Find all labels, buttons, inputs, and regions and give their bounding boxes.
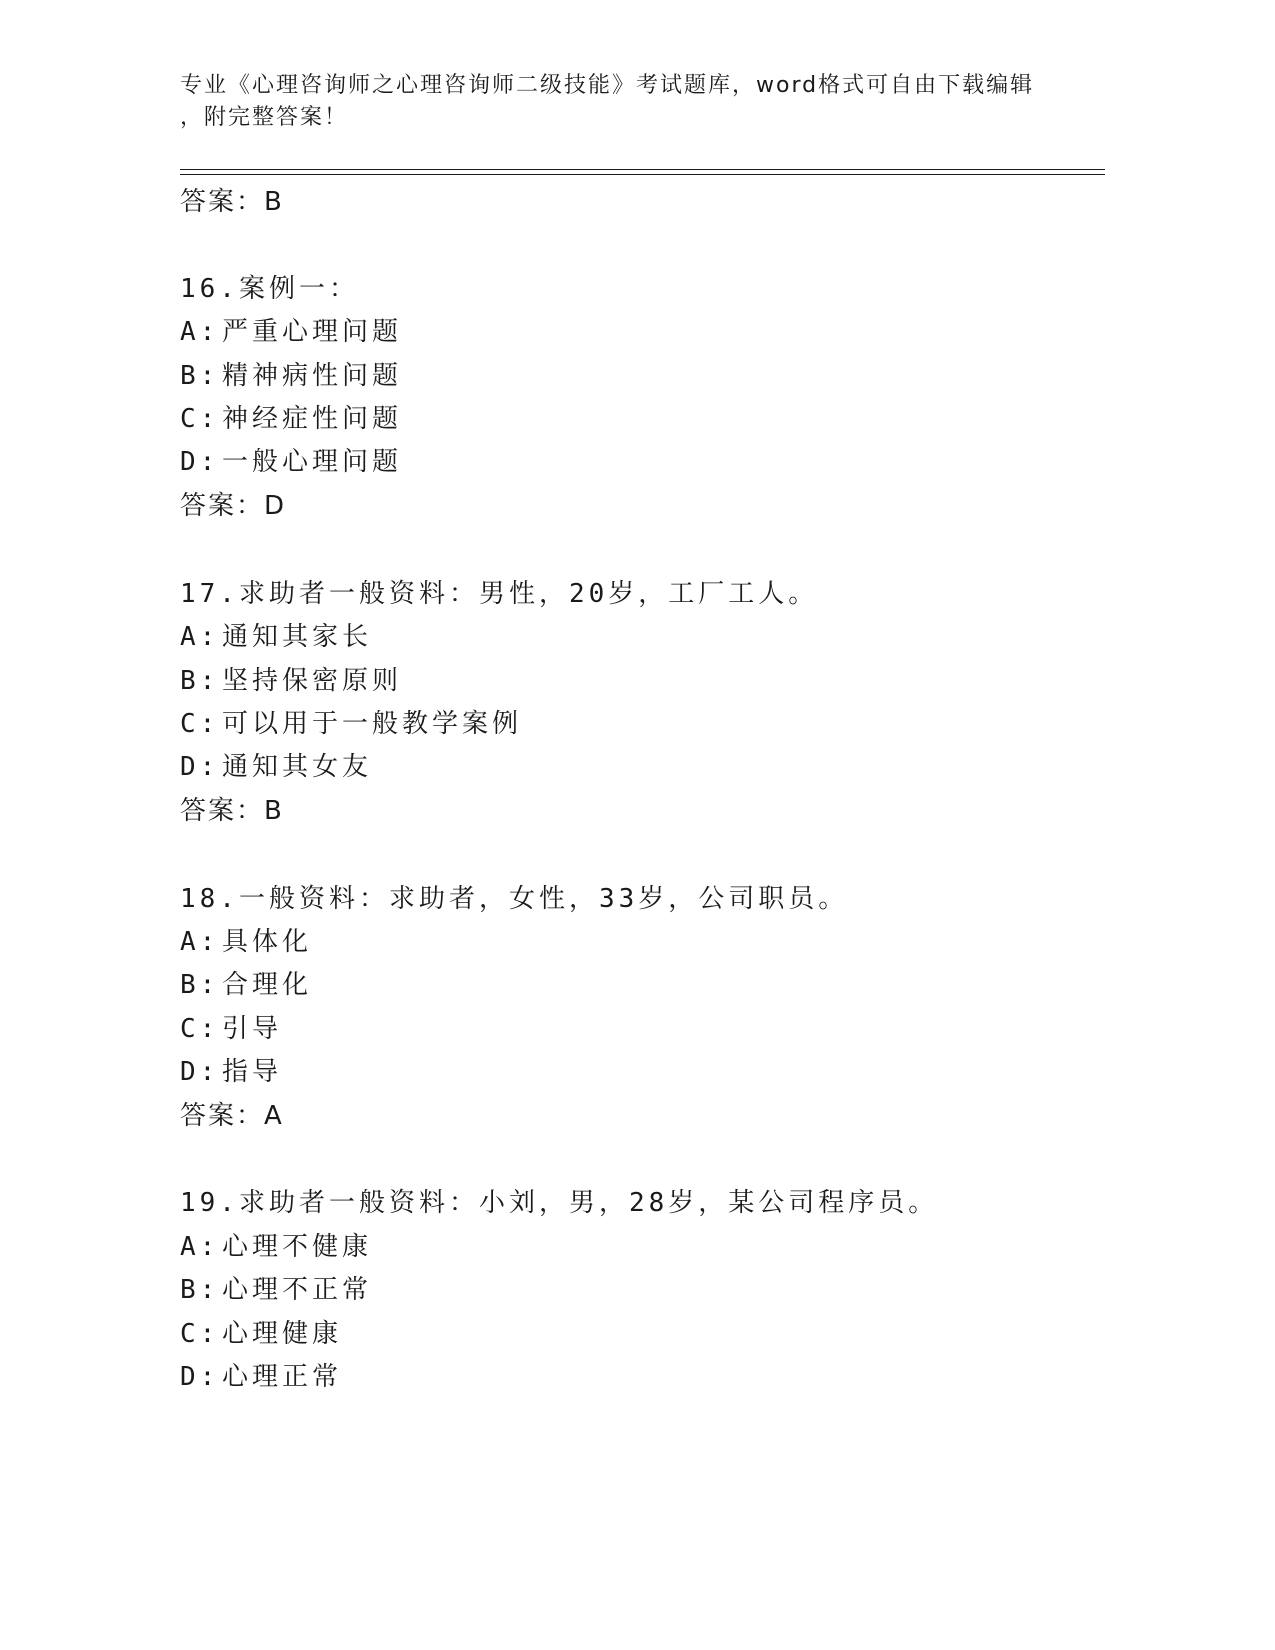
- option-letter: C:: [180, 404, 220, 434]
- option-text: 心理正常: [222, 1362, 343, 1392]
- option-letter: A:: [180, 622, 220, 652]
- option-b: [180, 969, 312, 1001]
- option-letter: D:: [180, 752, 220, 782]
- option-letter: C:: [180, 1014, 220, 1044]
- option-text: 严重心理问题: [222, 317, 403, 347]
- option-b: [180, 360, 402, 392]
- option-d: [180, 1361, 342, 1393]
- header-line-2: ，附完整答案！: [180, 105, 349, 130]
- option-letter: B:: [180, 666, 220, 696]
- option-b: [180, 665, 402, 697]
- option-c: [180, 1013, 282, 1045]
- option-text: 坚持保密原则: [222, 666, 403, 696]
- header-divider-top: [180, 169, 1105, 170]
- option-d: [180, 751, 372, 783]
- option-letter: B:: [180, 361, 220, 391]
- question-stem: 18.一般资料：求助者，女性，33岁，公司职员。: [180, 884, 849, 914]
- option-letter: B:: [180, 970, 220, 1000]
- option-text: 具体化: [222, 927, 313, 957]
- option-text: 神经症性问题: [222, 404, 403, 434]
- question-stem: 16.案例一：: [180, 274, 359, 304]
- option-text: 通知其女友: [222, 752, 373, 782]
- question-stem: 19.求助者一般资料：小刘，男，28岁，某公司程序员。: [180, 1188, 939, 1218]
- option-b: [180, 1274, 372, 1306]
- option-c: [180, 403, 402, 435]
- option-text: 心理不健康: [222, 1232, 373, 1262]
- option-letter: D:: [180, 1057, 220, 1087]
- option-text: 引导: [222, 1014, 283, 1044]
- option-letter: A:: [180, 1232, 220, 1262]
- answer: 答案：A: [180, 1101, 284, 1131]
- option-d: [180, 446, 402, 478]
- option-text: 可以用于一般教学案例: [222, 709, 523, 739]
- option-a: [180, 621, 372, 653]
- option-text: 精神病性问题: [222, 361, 403, 391]
- option-letter: A:: [180, 317, 220, 347]
- document-header: [180, 70, 1040, 134]
- option-a: [180, 926, 312, 958]
- option-text: 指导: [222, 1057, 283, 1087]
- option-text: 通知其家长: [222, 622, 373, 652]
- answer: 答案：D: [180, 491, 287, 521]
- previous-answer: 答案：B: [180, 187, 284, 217]
- option-a: [180, 1231, 372, 1263]
- option-c: [180, 1318, 342, 1350]
- option-letter: C:: [180, 1319, 220, 1349]
- option-text: 心理健康: [222, 1319, 343, 1349]
- header-divider-bottom: [180, 174, 1105, 175]
- option-letter: B:: [180, 1275, 220, 1305]
- option-letter: C:: [180, 709, 220, 739]
- option-letter: D:: [180, 1362, 220, 1392]
- option-c: [180, 708, 522, 740]
- option-text: 一般心理问题: [222, 447, 403, 477]
- question-stem: 17.求助者一般资料：男性，20岁，工厂工人。: [180, 579, 819, 609]
- answer: 答案：B: [180, 796, 284, 826]
- option-d: [180, 1056, 282, 1088]
- option-letter: A:: [180, 927, 220, 957]
- option-letter: D:: [180, 447, 220, 477]
- option-a: [180, 316, 402, 348]
- option-text: 合理化: [222, 970, 313, 1000]
- option-text: 心理不正常: [222, 1275, 373, 1305]
- header-line-1: 专业《心理咨询师之心理咨询师二级技能》考试题库，word格式可自由下载编辑: [180, 73, 1035, 98]
